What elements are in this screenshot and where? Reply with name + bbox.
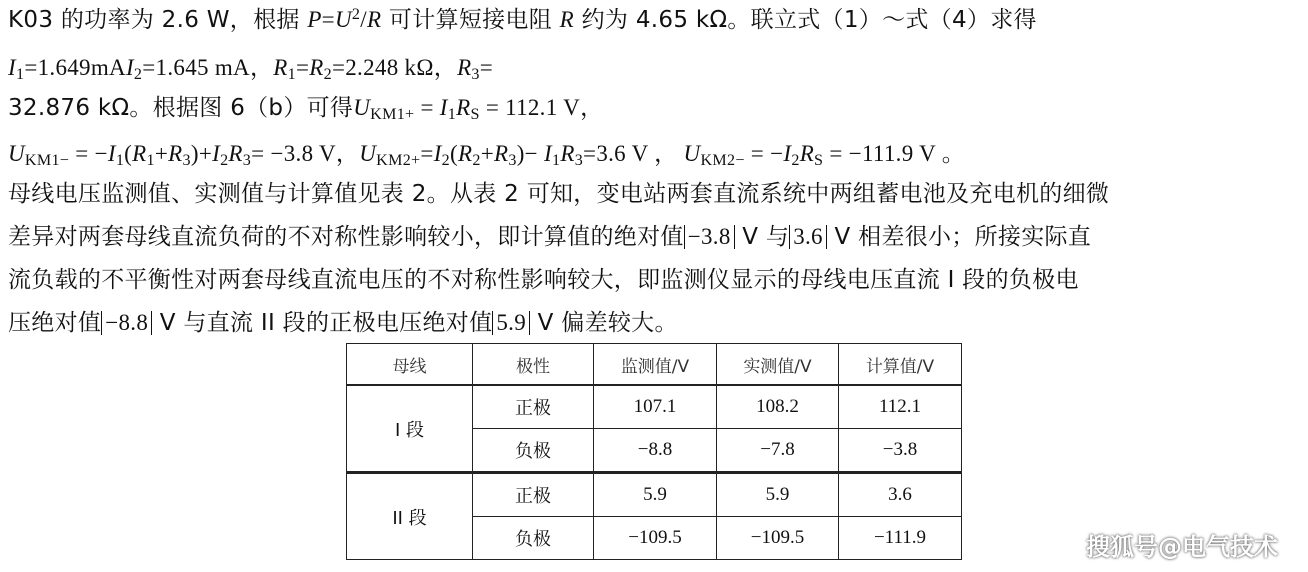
text-segment: = — [479, 55, 494, 80]
header-monitored: 监测值/V — [594, 344, 717, 386]
header-bus: 母线 — [347, 344, 473, 386]
text-segment: =3.6 V ， — [583, 141, 678, 166]
text-segment: 流负载的不平衡性对两套母线直流电压的不对称性影响较大，即监测仪显示的母线电压直流 I 段的负极电 — [8, 267, 1079, 293]
text-segment: =2.248 kΩ， — [331, 55, 458, 80]
text-line-1: K03 的功率为 2.6 W，根据 $P=U^2/R$ 可计算短接电阻 R 约为 4.65 kΩ。联立式（1）～式（4）求得 — [8, 5, 1037, 33]
text-segment: V 与 — [734, 224, 790, 250]
measured-cell: 108.2 — [717, 385, 839, 429]
monitored-cell: −8.8 — [594, 429, 717, 473]
text-segment: K03 的功率为 2.6 W，根据 — [8, 7, 308, 33]
text-line-7 — [8, 264, 1079, 296]
text-segment: = − — [75, 141, 108, 166]
calculated-cell: 112.1 — [839, 385, 962, 429]
text-segment: 压绝对值 — [8, 310, 102, 336]
text-segment: V 相差很小；所接实际直 — [826, 224, 1092, 250]
text-segment: = −111.9 V 。 — [829, 141, 965, 166]
header-polarity: 极性 — [473, 344, 594, 386]
calculated-cell: 3.6 — [839, 473, 962, 517]
polarity-cell: 正极 — [473, 473, 594, 517]
absolute-value: 5.9 — [492, 311, 530, 335]
text-segment: 可计算短接电阻 — [388, 7, 560, 33]
text-segment: =1.645 mA， — [142, 55, 274, 80]
measured-cell: −109.5 — [717, 517, 839, 560]
text-line-6 — [8, 221, 1091, 253]
voltage-table — [346, 343, 962, 560]
text-segment: = −3.8 V， — [251, 141, 360, 166]
absolute-value: −8.8 — [101, 311, 152, 335]
text-segment: 母线电压监测值、实测值与计算值见表 2。从表 2 可知，变电站两套直流系统中两组蓄电池及充电机的细微 — [8, 181, 1110, 207]
polarity-cell: 正极 — [473, 385, 594, 429]
measured-cell: 5.9 — [717, 473, 839, 517]
table-row — [347, 473, 962, 517]
absolute-value: 3.6 — [789, 225, 827, 249]
text-line-5 — [8, 178, 1109, 210]
text-line-2: $I_1=1.649mAI_2=1.645$ mA，$R_1=R_2=2.248$ kΩ，$R_3=$ — [8, 55, 494, 84]
header-measured: 实测值/V — [717, 344, 839, 386]
table-row — [347, 385, 962, 429]
polarity-cell: 负极 — [473, 517, 594, 560]
text-segment: 差异对两套母线直流负荷的不对称性影响较小，即计算值的绝对值 — [8, 224, 684, 250]
watermark: 搜狐号@电气技术 — [1086, 533, 1278, 561]
text-line-8 — [8, 307, 678, 339]
segment-cell: II 段 — [347, 473, 473, 560]
text-line-4: $U_{KM1-} = -I_1(R_1+R_3)+I_2R_3= -3.8$ V，$U_{KM2+}=I_2(R_2+R_3)- I_1R_3=3.6$ V ， $U_{KM2-} = -I_2R_S = -111.9$ V 。 — [8, 141, 965, 170]
text-segment: 约为 4.65 kΩ。联立式（1）～式（4）求得 — [581, 7, 1037, 33]
table-header-row — [347, 344, 962, 386]
calculated-cell: −3.8 — [839, 429, 962, 473]
text-segment: =1.649mA — [24, 55, 126, 80]
measured-cell: −7.8 — [717, 429, 839, 473]
monitored-cell: 5.9 — [594, 473, 717, 517]
text-segment: 32.876 kΩ。根据图 6（b）可得 — [8, 95, 354, 121]
text-segment: V 与直流 II 段的正极电压绝对值 — [152, 310, 493, 336]
text-segment: V 偏差较大。 — [530, 310, 678, 336]
monitored-cell: −109.5 — [594, 517, 717, 560]
header-calculated: 计算值/V — [839, 344, 962, 386]
text-segment: = — [295, 55, 310, 80]
segment-cell: I 段 — [347, 385, 473, 473]
polarity-cell: 负极 — [473, 429, 594, 473]
text-segment: = 112.1 V， — [485, 95, 604, 120]
monitored-cell: 107.1 — [594, 385, 717, 429]
text-line-3: 32.876 kΩ。根据图 6（b）可得$U_{KM1+} = I_1R_S = 112.1$ V， — [8, 95, 604, 124]
calculated-cell: −111.9 — [839, 517, 962, 560]
absolute-value: −3.8 — [684, 225, 735, 249]
